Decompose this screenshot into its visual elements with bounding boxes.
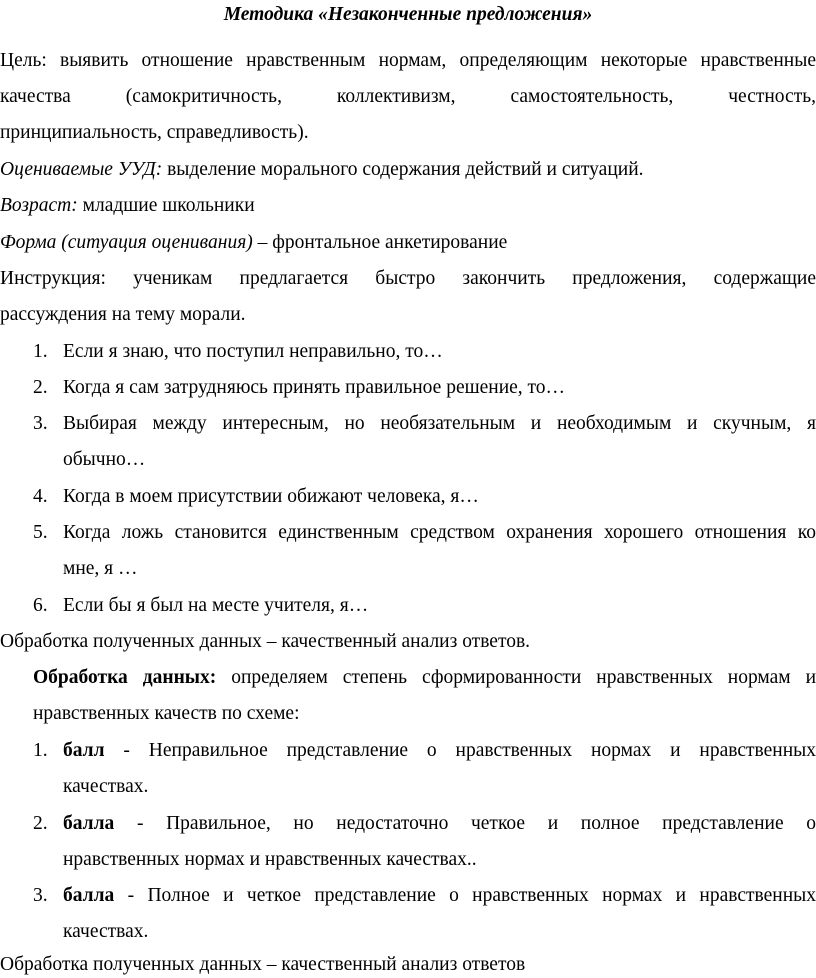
goal-line-2: качества (самокритичность, коллективизм, самостоятельность, честность, <box>0 86 816 107</box>
instruction-line-2: рассуждения на тему морали. <box>0 304 246 325</box>
list-item: Если бы я был на месте учителя, я… <box>63 595 369 616</box>
form-text: – фронтальное анкетирование <box>252 232 508 253</box>
uud-text: выделение морального содержания действий и ситуаций. <box>162 159 644 180</box>
score-number: 1. <box>33 740 48 761</box>
document-title: Методика «Незаконченные предложения» <box>223 4 593 25</box>
footer-line: Обработка полученных данных – качественный анализ ответов <box>0 954 526 975</box>
item-number: 4. <box>33 486 48 507</box>
score-number: 3. <box>33 885 48 906</box>
age-line <box>0 193 255 219</box>
score-item <box>63 811 816 837</box>
form-label: Форма (ситуация оценивания) <box>0 232 253 253</box>
score-label: балла <box>63 885 115 906</box>
data-processing-label: Обработка данных: <box>33 667 217 688</box>
score-number: 2. <box>33 813 48 834</box>
score-item-continuation: качествах. <box>63 776 149 797</box>
score-text: - Правильное, но недостаточно четкое и полное представление о <box>114 813 816 834</box>
list-item: Когда я сам затрудняюсь принять правильное решение, то… <box>63 377 566 398</box>
data-processing-line-2: нравственных качеств по схеме: <box>33 703 300 724</box>
score-label: балла <box>63 813 115 834</box>
score-item-continuation: качествах. <box>63 921 149 942</box>
score-item <box>63 738 816 764</box>
processing-line: Обработка полученных данных – качественный анализ ответов. <box>0 631 531 652</box>
uud-label: Оцениваемые УУД: <box>0 159 163 180</box>
list-item: Выбирая между интересным, но необязательным и необходимым и скучным, я <box>63 413 816 434</box>
item-number: 3. <box>33 413 48 434</box>
item-number: 6. <box>33 595 48 616</box>
score-label: балл <box>63 740 105 761</box>
data-processing-line-1 <box>33 665 816 691</box>
age-label: Возраст: <box>0 195 78 216</box>
score-text: - Полное и четкое представление о нравственных нормах и нравственных <box>114 885 816 906</box>
list-item-continuation: обычно… <box>63 449 146 470</box>
list-item: Если я знаю, что поступил неправильно, то… <box>63 341 443 362</box>
goal-line-1: Цель: выявить отношение нравственным нормам, определяющим некоторые нравственные <box>0 50 816 71</box>
uud-line <box>0 157 644 183</box>
age-text: младшие школьники <box>77 195 255 216</box>
item-number: 5. <box>33 522 48 543</box>
form-line <box>0 230 507 256</box>
list-item: Когда ложь становится единственным средством охранения хорошего отношения ко <box>63 522 816 543</box>
item-number: 2. <box>33 377 48 398</box>
score-text: - Неправильное представление о нравственных нормах и нравственных <box>104 740 816 761</box>
list-item: Когда в моем присутствии обижают человека, я… <box>63 486 479 507</box>
data-processing-text: определяем степень сформированности нравственных нормам и <box>216 667 816 688</box>
score-item <box>63 883 816 909</box>
item-number: 1. <box>33 341 48 362</box>
score-item-continuation: нравственных нормах и нравственных качествах.. <box>63 849 477 870</box>
goal-line-3: принципиальность, справедливость). <box>0 122 309 143</box>
list-item-continuation: мне, я … <box>63 558 138 579</box>
instruction-line-1: Инструкция: ученикам предлагается быстро закончить предложения, содержащие <box>0 268 816 289</box>
